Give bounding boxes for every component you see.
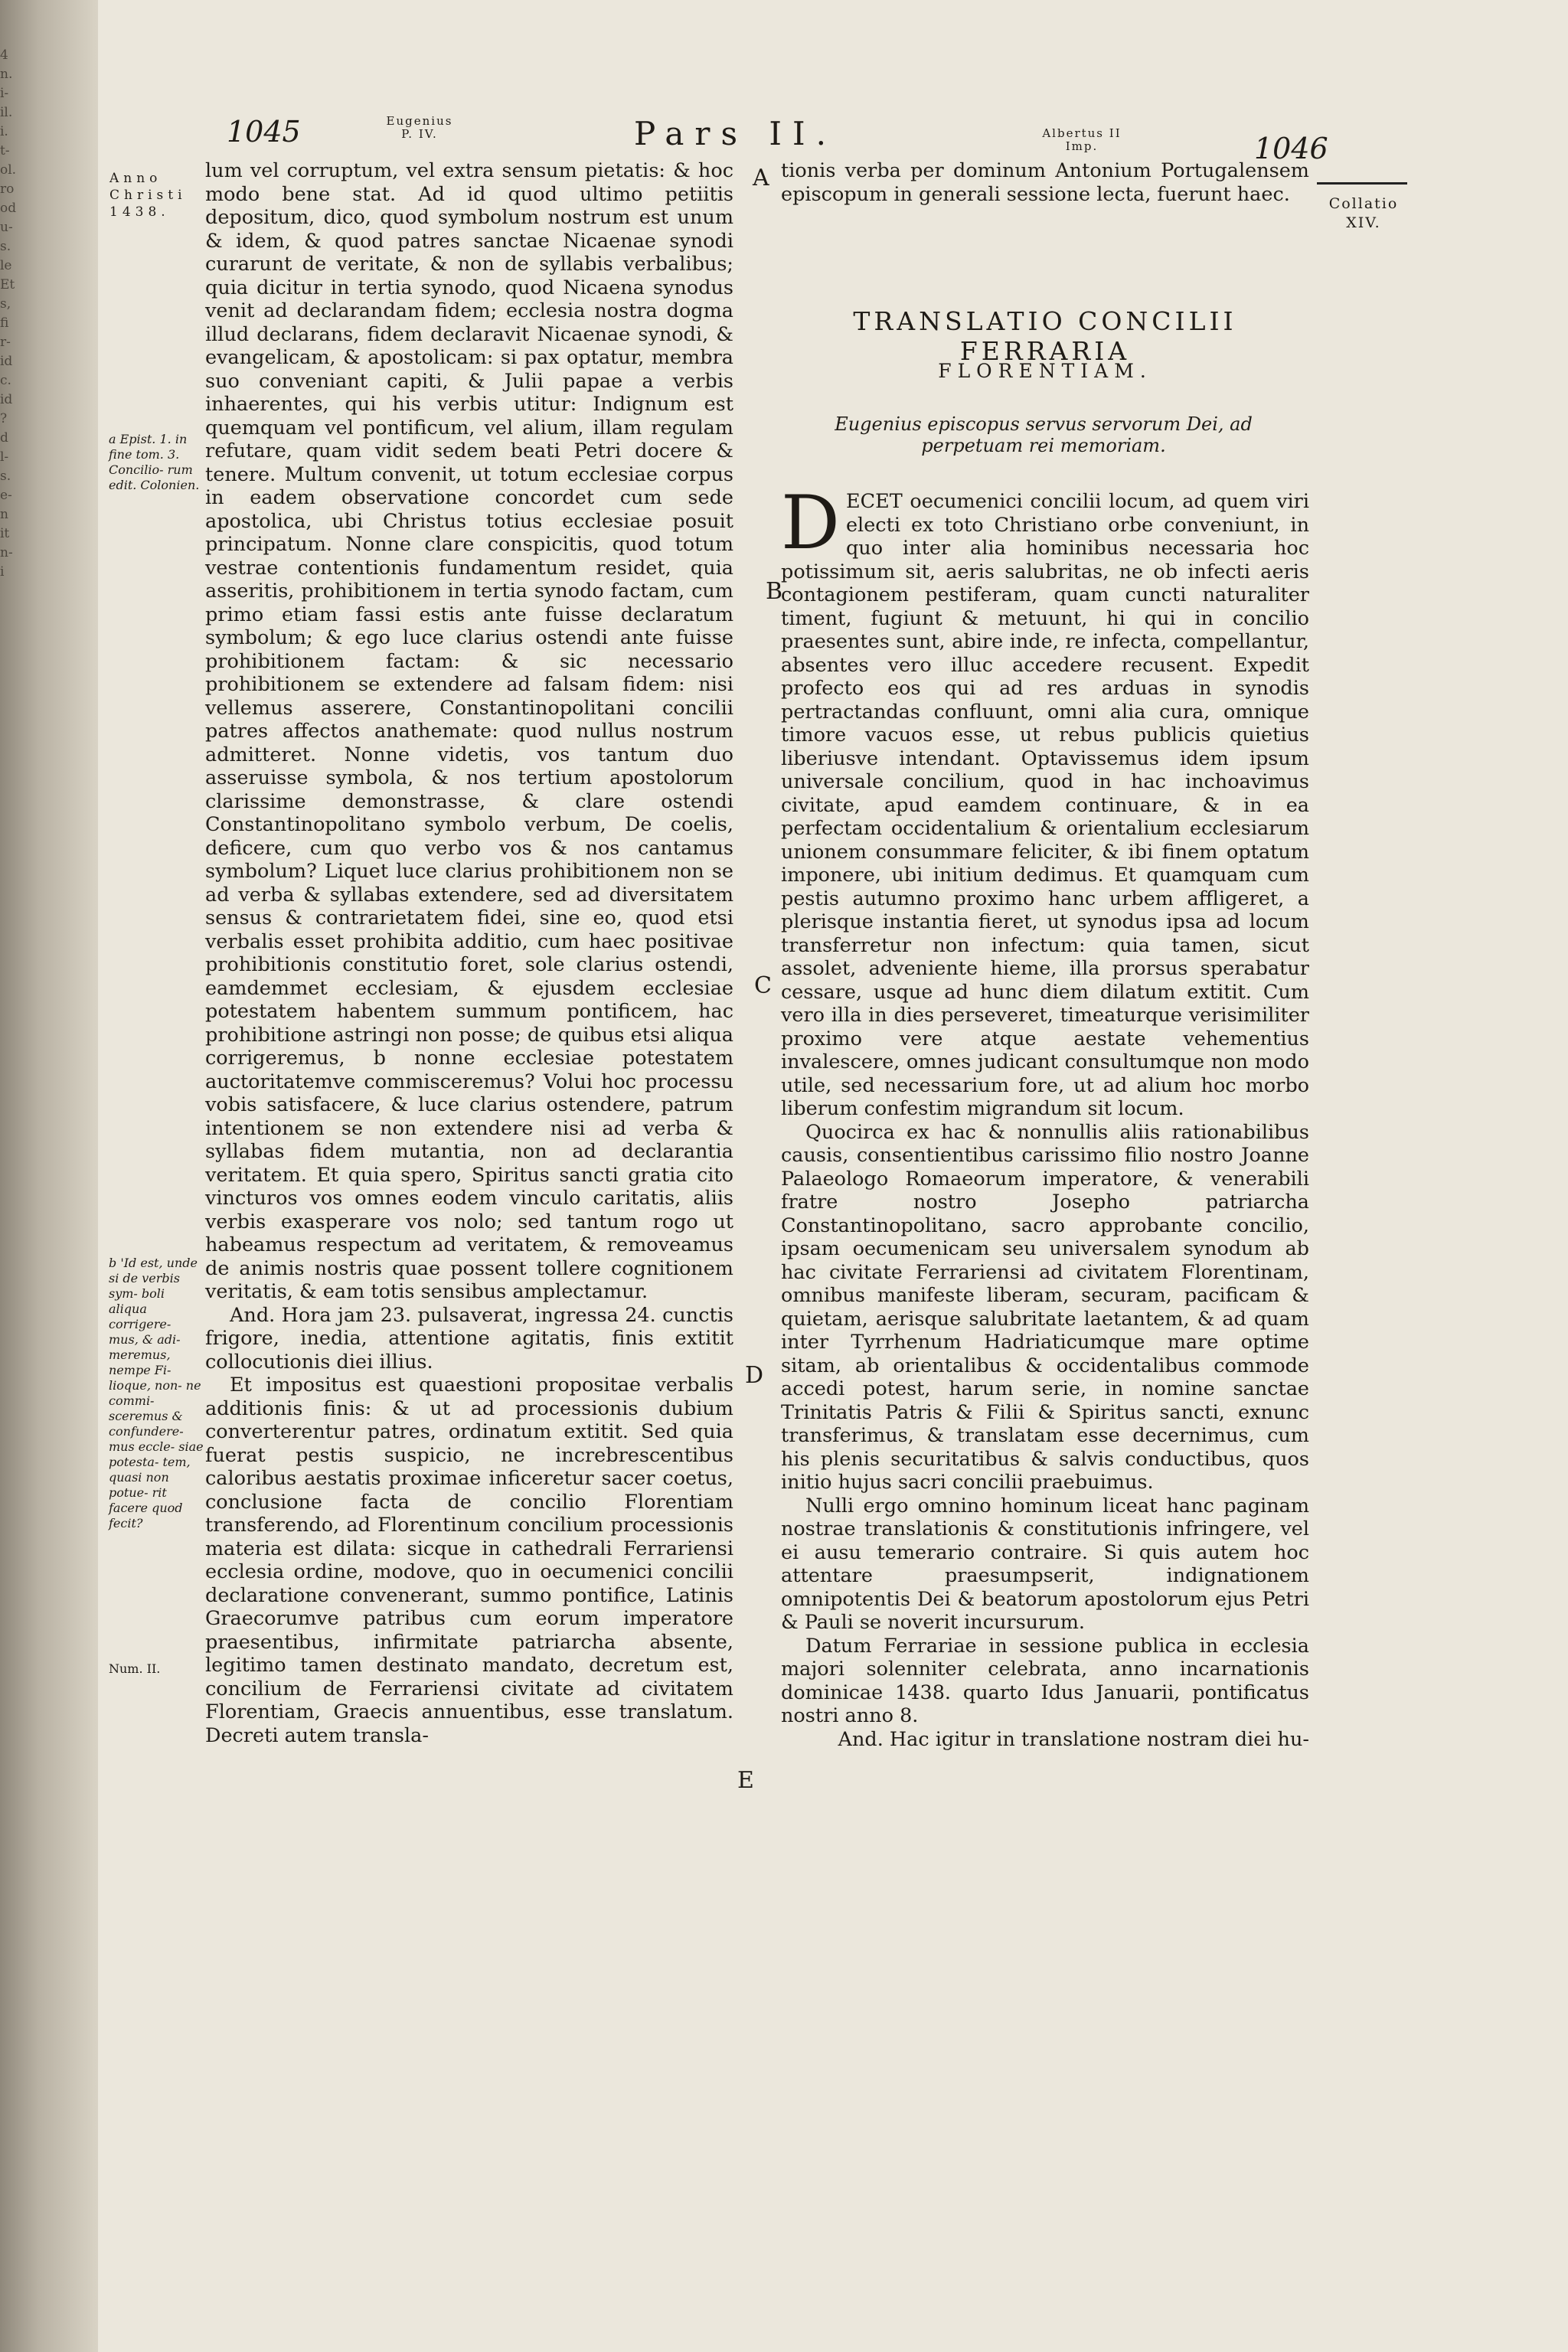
margin-year: Anno Christi 1438.: [109, 171, 187, 220]
decree-paragraph: Nulli ergo omnino hominum liceat hanc paginam nostrae translationis & constitutionis infringere, vel ei ausu temerario contraire. Si quis autem hoc attentare praesumpserit, indignationem omnipotentis Dei & beatorum apostolorum ejus Petri & Pauli se noverit incursurum.: [781, 1494, 1309, 1634]
collatio-rule: [1317, 182, 1407, 185]
section-letter-b: B: [766, 578, 783, 605]
right-column-intro: [781, 159, 1309, 206]
decree-paragraph: DECET oecumenici concilii locum, ad quem viri electi ex toto Christiano orbe conveniunt, in quo inter alia hominibus necessaria hoc potissimum sit, aeris salubritas, ne ob infecti aeris contagionem pestiferam, quam cuncti naturaliter timent, fugiunt & metuunt, hi qui in concilio praesentes sunt, abire inde, re infecta, compellantur, absentes vero illuc accedere recusent. Expedit profecto eos qui ad res arduas in synodis pertractandas confluunt, omni alia cura, omnique timore vacuos esse, ut rebus publicis quietius liberiusve intendant. Optavissemus idem ipsum universale concilium, quod in hac inchoavimus civitate, apud eamdem continuare, & in ea perfectam occidentalium & orientalium ecclesiarum unionem consummare feliciter, & ibi finem optatum imponere, ubi initium dedimus. Et quamquam cum pestis autumno proximo hanc urbem affligeret, a plerisque instantia fieret, ut synodus ipsa ad locum transferretur non infectum: quia tamen, sicut assolet, adveniente hieme, illa prorsus sperabatur cessare, usque ad hunc diem dilatum extitit. Cum vero illa in dies perseveret, timeaturque verisimiliter proximo vere atque aestate vehementius invalescere, omnes judicant consultumque non modo utile, sed necessarium fore, ut ad alium hoc morbo liberum confestim migrandum sit locum.: [781, 480, 1309, 1120]
collatio-label: Collatio XIV.: [1328, 195, 1399, 231]
right-intro: tionis verba per dominum Antonium Portugalensem episcopum in generali sessione lecta, fuerunt haec.: [781, 159, 1309, 206]
decree-paragraph: Quocirca ex hac & nonnullis aliis rationabilibus causis, consentientibus carissimo filio nostro Joanne Palaeologo Romaeorum imperatore, & venerabili fratre nostro Josepho patriarcha Constantinopolitano, sacro approbante concilio, ipsam oecumenicam seu universalem synodum ab hac civitate Ferrariensi ad civitatem Florentinam, omnibus manifeste liberam, securam, pacificam & quietam, aerisque salubritate laetantem, & ad quam inter Tyrrhenum Hadriaticumque mare optime sitam, ab orientalibus & occidentalibus commode accedi potest, harum serie, in nomine sanctae Trinitatis Patris & Filii & Spiritus sancti, exnunc transferimus, & translatam esse decernimus, cum his plenis securitatibus & salvis conductibus, quos initio hujus sacri concilii praebuimus.: [781, 1120, 1309, 1494]
left-paragraph: lum vel corruptum, vel extra sensum pietatis: & hoc modo bene stat. Ad id quod ultimo petiitis depositum, dico, quod symbolum nostrum est unum & idem, & quod patres sanctae Nicaenae synodi curarunt de veritate, & non de syllabis verbalibus; quia dicitur in tertia synodo, quod Nicaena synodus venit ad declarandam fidem; ecclesia nostra dogma illud declarans, fidem declaravit Nicaenae synodi, & evangelicam, & apostolicam: si pax optatur, membra suo conveniant capiti, & Julii papae a verbis inhaerentes, qui his verbis utitur: Indignum est quemquam vel pontificum, vel alium, illam regulam refutare, quam vidit sedem beati Petri docere & tenere. Multum convenit, ut totum ecclesiae corpus in eadem observatione concordet cum sede apostolica, ubi Christus totius ecclesiae posuit principatum. Nonne clare conspicitis, quod totum vestrae contentionis fundamentum residet, quia asseritis, prohibitionem in tertia synodo factam, cum primo etiam fassi estis ante fuisse declaratum symbolum; & ego luce clarius ostendi ante fuisse prohibitionem factam: & sic necessario prohibitionem se extendere ad falsam fidem: nisi vellemus asserere, Constantinopolitani concilii patres affectos anathemate: quod nullus nostrum admitteret. Nonne videtis, vos tantum duo asseruisse symbola, & nos tertium apostolorum clarissime demonstrasse, & clare ostendi Constantinopolitano symbolo verbum, De coelis, deficere, cum quo verbo vos & nos cantamus symbolum? Liquet luce clarius prohibitionem non se ad verba & syllabas extendere, sed ad diversitatem sensus & contrarietatem fidei, sine eo, quod etsi verbalis esset prohibita additio, cum haec positivae prohibitionis constitutio foret, sole clarius ostendi, eamdemmet ecclesiam, & ejusdem ecclesiae potestatem habentem summum pontificem, hac prohibitione astringi non posse; de quibus etsi aliqua corrigeremus, b nonne ecclesiae potestatem auctoritatemve commisceremus? Volui hoc processu vobis satisfacere, & luce clarius ostendere, patrum intentionem se non extendere nisi ad verba & syllabas fidem mutantia, non ad declarantia veritatem. Et quia spero, Spiritus sancti gratia cito vincturos vos omnes eodem vinculo caritatis, aliis verbis exasperare vos nolo; sed tantum rogo ut habeamus respectum ad veritatem, & removeamus de animis nostris quae possent tollere cognitionem veritatis, & eam totis sensibus amplectamur.: [205, 159, 733, 1303]
section-letter-d: D: [745, 1362, 764, 1389]
page-number-left: 1045: [227, 115, 301, 149]
decree-subtitle: FLORENTIAM.: [938, 360, 1152, 382]
decree-heading: Eugenius episcopus servus servorum Dei, ad perpetuam rei memoriam.: [835, 413, 1253, 456]
section-letter-e: E: [737, 1767, 754, 1794]
left-paragraph: Et impositus est quaestioni propositae verbalis additionis finis: & ut ad processionis dubium converterentur patres, ordinatum extitit. Sed quia fuerat pestis suspicio, ne increbrescentibus caloribus aestatis proximae inficeretur sacer coetus, conclusione facta de concilio Florentiam transferendo, ad Florentinum concilium processionis materia est dilata: sicque in cathedrali Ferrariensi ecclesia ordine, modove, quo in oecumenici concilii declaratione convenerant, summo pontifice, Latinis Graecorumve patribus cum eorum imperatore praesentibus, infirmitate patriarcha absente, legitimo tamen destinato mandato, decretum est, concilium de Ferrariensi civitate ad civitatem Florentiam, Graecis annuentibus, esse translatum. Decreti autem transla-: [205, 1374, 733, 1747]
decree-paragraph: And. Hac igitur in translatione nostram diei hu-: [838, 1727, 1309, 1751]
page-title: Pars II.: [634, 115, 837, 152]
drop-cap: D: [781, 480, 840, 566]
margin-note-b: b 'Id est, unde si de verbis sym- boli aliqua corrigere- mus, & adi- meremus, nempe Fi- lioque, non- ne commi- sceremus & confundere- mus eccle- siae potesta- tem, quasi non potue- rit facere quod fecit?: [109, 1256, 204, 1530]
page-number-right: 1046: [1254, 132, 1328, 165]
right-column: [781, 480, 1309, 1751]
previous-page-fragments: 4 n. i- il. i. t- ol. ro od u- s. le Et s, fi r- id c. id ? d l- s. e- n it n- i: [0, 47, 17, 580]
margin-num: Num. II.: [109, 1661, 161, 1676]
section-letter-a: A: [753, 165, 769, 191]
running-head-left: Eugenius P. IV.: [386, 114, 453, 141]
section-letter-c: C: [754, 972, 772, 999]
left-column: [205, 159, 733, 1747]
book-page: [98, 0, 1568, 2352]
left-paragraph: And. Hora jam 23. pulsaverat, ingressa 24. cunctis frigore, inedia, attentione agitatis, finis extitit collocutionis diei illius.: [205, 1303, 733, 1374]
margin-note-a: a Epist. 1. in fine tom. 3. Concilio- rum edit. Colonien.: [109, 432, 200, 492]
running-head-right: Albertus II Imp.: [1042, 126, 1122, 153]
decree-title: TRANSLATIO CONCILII FERRARIA: [853, 306, 1237, 366]
book-gutter: [0, 0, 98, 2352]
decree-paragraph: Datum Ferrariae in sessione publica in ecclesia majori solenniter celebrata, anno incarnationis dominicae 1438. quarto Idus Januarii, pontificatus nostri anno 8.: [781, 1634, 1309, 1727]
